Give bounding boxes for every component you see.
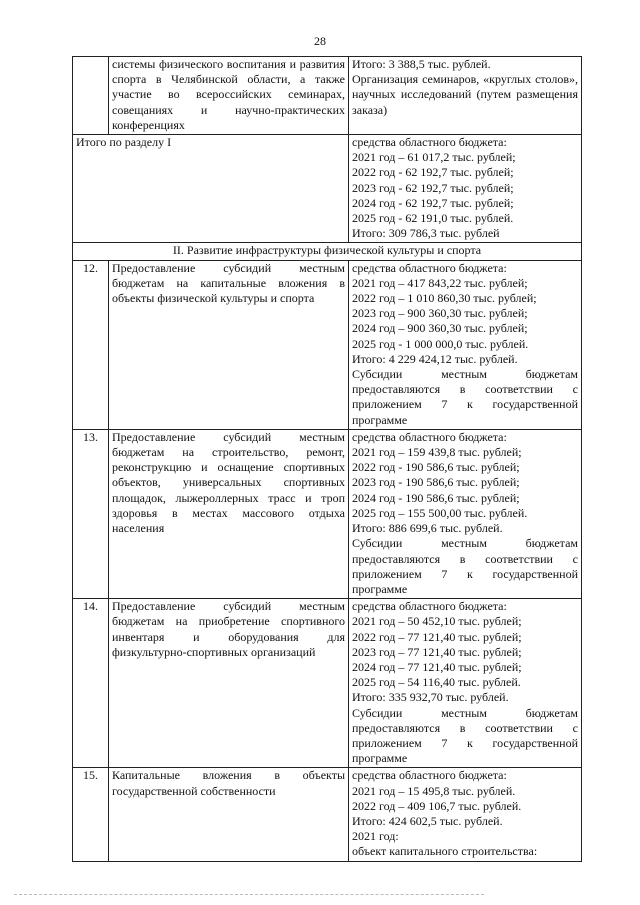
financing-line: 2022 год - 62 192,7 тыс. рублей;: [352, 165, 514, 180]
financing-line: объект капитального строительства:: [352, 844, 538, 859]
table-row: [73, 768, 582, 861]
financing-line: средства областного бюджета:: [352, 429, 507, 444]
financing-line: 2022 год – 77 121,40 тыс. рублей;: [352, 629, 522, 644]
financing-line: средства областного бюджета:: [352, 260, 507, 275]
financing-line: 2021 год – 50 452,10 тыс. рублей;: [352, 614, 522, 629]
financing-line: 2023 год – 900 360,30 тыс. рублей;: [352, 306, 528, 321]
financing-line: 2021 год:: [352, 829, 399, 844]
financing-line: 2023 год - 190 586,6 тыс. рублей;: [352, 475, 520, 490]
page-number: 28: [314, 34, 326, 48]
financing-line: Итого: 3 388,5 тыс. рублей.: [352, 57, 491, 71]
row-description: Предоставление субсидий местным бюджетам на капитальные вложения в объекты физической культуры и спорта: [109, 260, 349, 429]
table-row: [73, 599, 582, 768]
financing-line: Итого: 424 602,5 тыс. рублей.: [352, 813, 503, 828]
financing-line: 2024 год - 62 192,7 тыс. рублей;: [352, 195, 514, 210]
row-description: системы физического воспитания и развития спорта в Челябинской области, а также участие во всероссийских семинарах, совещаниях и научно-практических конференциях: [109, 57, 349, 135]
financing-line: 2021 год – 61 017,2 тыс. рублей;: [352, 150, 516, 165]
financing-line: 2022 год – 1 010 860,30 тыс. рублей;: [352, 291, 537, 306]
row-number: 13.: [73, 429, 109, 598]
financing-line: Итого: 309 786,3 тыс. рублей: [352, 226, 500, 241]
financing-note: Субсидии местным бюджетам предоставляются в соответствии с приложением 7 к государственной программе: [352, 705, 578, 766]
financing-note: Субсидии местным бюджетам предоставляются в соответствии с приложением 7 к государственной программе: [352, 367, 578, 427]
financing-line: 2022 год – 409 106,7 тыс. рублей.: [352, 798, 522, 813]
row-financing: [349, 768, 582, 861]
financing-line: 2024 год – 77 121,40 тыс. рублей;: [352, 659, 522, 674]
financing-note: Организация семинаров, «круглых столов», научных исследований (путем размещения заказа): [352, 72, 578, 117]
row-number: 15.: [73, 768, 109, 861]
financing-note: Субсидии местным бюджетам предоставляются в соответствии с приложением 7 к государственной программе: [352, 536, 578, 596]
financing-line: 2022 год - 190 586,6 тыс. рублей;: [352, 460, 520, 475]
row-number: 14.: [73, 599, 109, 768]
table-row-continuation: [73, 57, 582, 135]
financing-line: Итого: 886 699,6 тыс. рублей.: [352, 521, 503, 536]
row-description: Предоставление субсидий местным бюджетам на приобретение спортивного инвентаря и оборудования для физкультурно-спортивных организаций: [109, 599, 349, 768]
financing-line: 2025 год - 62 191,0 тыс. рублей.: [352, 211, 514, 226]
section-heading: II. Развитие инфраструктуры физической культуры и спорта: [73, 243, 582, 260]
section-total-financing: [349, 135, 582, 243]
financing-line: средства областного бюджета:: [352, 768, 507, 783]
financing-line: 2025 год – 155 500,00 тыс. рублей.: [352, 505, 528, 520]
financing-line: 2024 год – 900 360,30 тыс. рублей;: [352, 321, 528, 336]
section-total-label: Итого по разделу I: [73, 135, 349, 243]
financing-line: 2023 год – 77 121,40 тыс. рублей;: [352, 644, 522, 659]
table-row: [73, 429, 582, 598]
row-number-cell: [73, 57, 109, 135]
financing-line: Итого: 335 932,70 тыс. рублей.: [352, 690, 509, 705]
row-financing: [349, 429, 582, 598]
row-financing: [349, 260, 582, 429]
row-financing: [349, 599, 582, 768]
table-row: [73, 260, 582, 429]
financing-line: 2021 год – 15 495,8 тыс. рублей.: [352, 783, 516, 798]
row-number: 12.: [73, 260, 109, 429]
financing-line: 2021 год – 417 843,22 тыс. рублей;: [352, 275, 528, 290]
financing-line: 2025 год – 54 116,40 тыс. рублей.: [352, 675, 521, 690]
financing-line: 2025 год - 1 000 000,0 тыс. рублей.: [352, 336, 529, 351]
financing-line: 2023 год - 62 192,7 тыс. рублей;: [352, 180, 514, 195]
financing-line: средства областного бюджета:: [352, 599, 507, 614]
program-activities-table: [72, 56, 582, 862]
financing-line: 2024 год - 190 586,6 тыс. рублей;: [352, 490, 520, 505]
section-total-row: [73, 135, 582, 243]
row-description: Капитальные вложения в объекты государственной собственности: [109, 768, 349, 861]
financing-line: средства областного бюджета:: [352, 135, 507, 150]
row-description: Предоставление субсидий местным бюджетам на строительство, ремонт, реконструкцию и оснащение спортивных объектов, универсальных спортивных площадок, лыжероллерных трасс и троп здоровья в местах массового отдыха населения: [109, 429, 349, 598]
financing-line: Итого: 4 229 424,12 тыс. рублей.: [352, 351, 518, 366]
section-heading-row: [73, 243, 582, 260]
row-financing: [349, 57, 582, 135]
page-footer-rule: [14, 894, 484, 895]
financing-line: 2021 год – 159 439,8 тыс. рублей;: [352, 445, 522, 460]
